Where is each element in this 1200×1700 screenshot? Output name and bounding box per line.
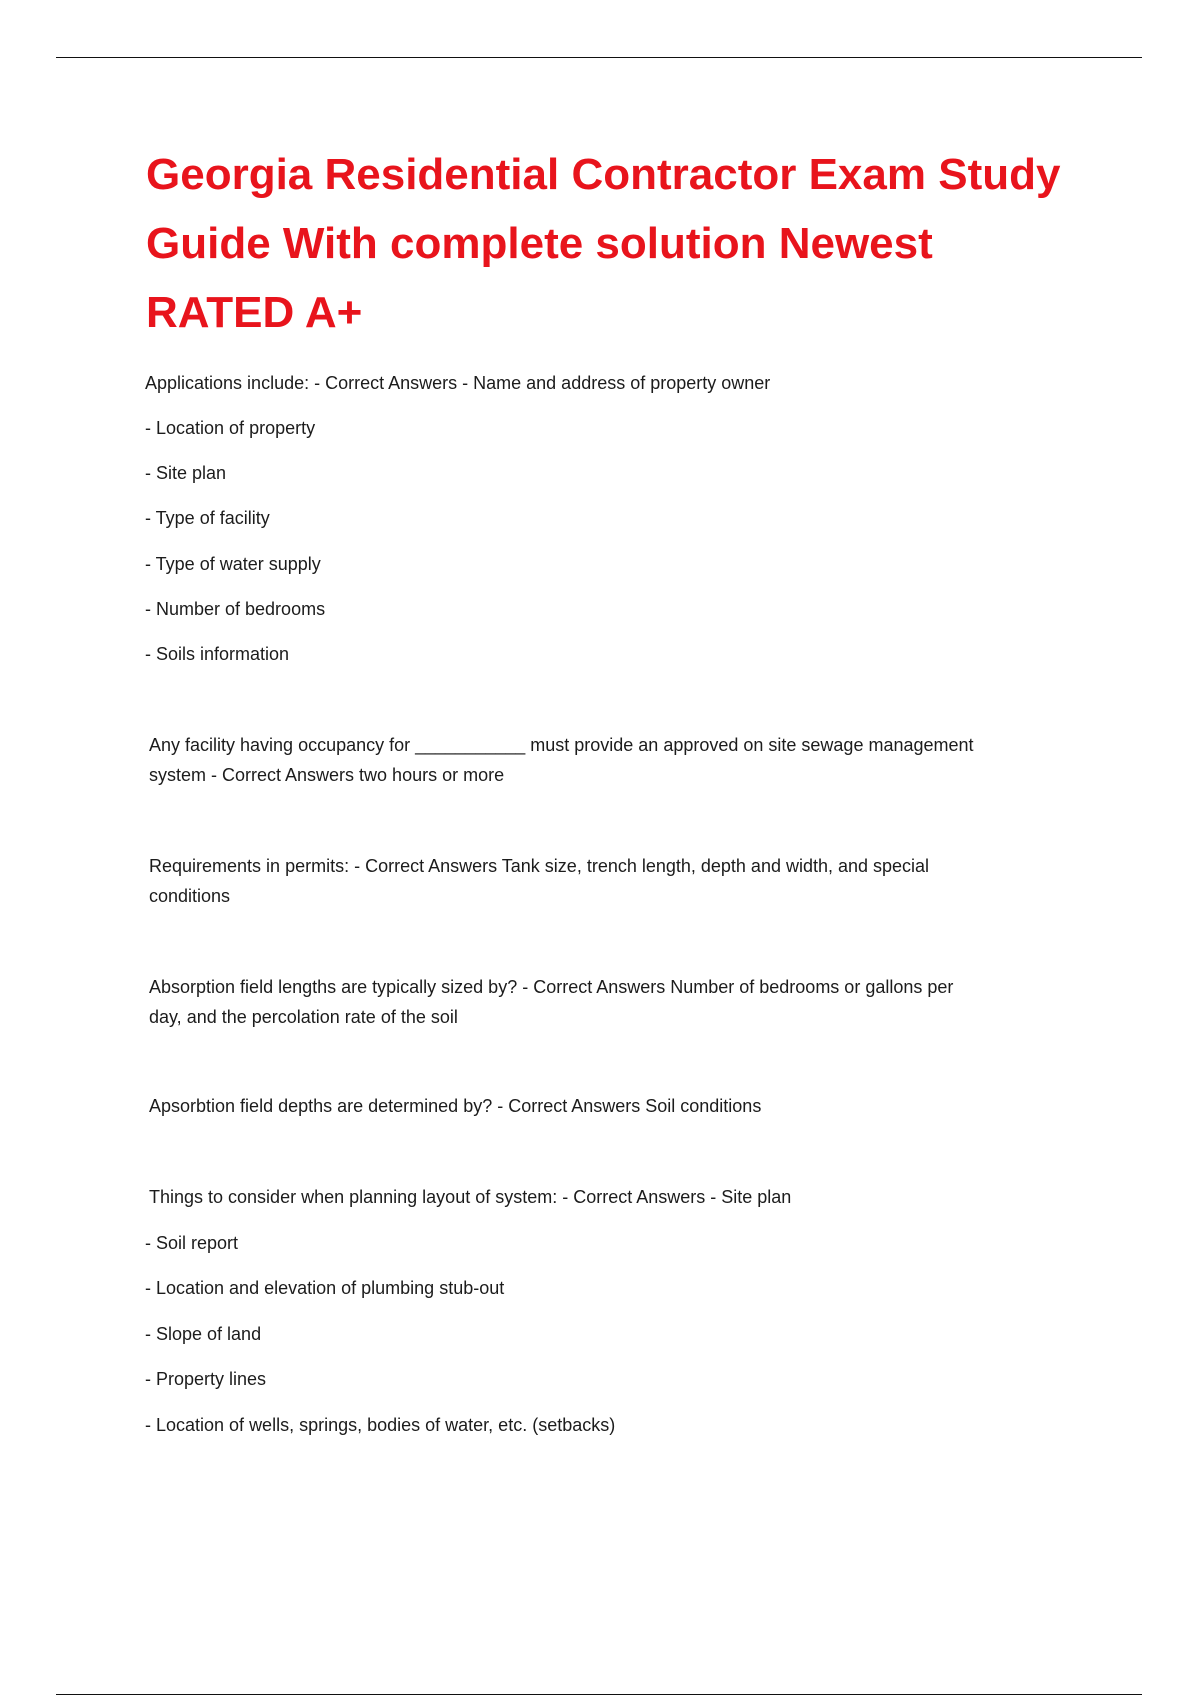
list-item: - Soil report bbox=[145, 1233, 239, 1253]
title-line: RATED A+ bbox=[146, 288, 363, 337]
top-rule bbox=[56, 57, 1142, 58]
question-line: conditions bbox=[149, 886, 231, 906]
question-line: day, and the percolation rate of the soil bbox=[149, 1007, 458, 1027]
list-item: - Soils information bbox=[145, 644, 290, 664]
question-line: Requirements in permits: - Correct Answers Tank size, trench length, depth and width, and special bbox=[149, 856, 930, 876]
document-title bbox=[146, 140, 1106, 347]
question-absorption-lengths bbox=[149, 972, 1069, 1032]
question-line: system - Correct Answers two hours or more bbox=[149, 765, 505, 785]
question-absorption-depths: Apsorbtion field depths are determined by? - Correct Answers Soil conditions bbox=[149, 1096, 762, 1116]
question-line: Any facility having occupancy for ___________ must provide an approved on site sewage management bbox=[149, 735, 974, 755]
list-item: - Type of water supply bbox=[145, 554, 321, 574]
title-line: Guide With complete solution Newest bbox=[146, 219, 933, 268]
question-layout: Things to consider when planning layout of system: - Correct Answers - Site plan bbox=[149, 1187, 792, 1207]
list-item: - Location and elevation of plumbing stub-out bbox=[145, 1278, 505, 1298]
title-line: Georgia Residential Contractor Exam Study bbox=[146, 150, 1061, 199]
bottom-rule bbox=[56, 1694, 1142, 1695]
list-item: - Location of wells, springs, bodies of water, etc. (setbacks) bbox=[145, 1415, 616, 1435]
list-item: - Number of bedrooms bbox=[145, 599, 326, 619]
list-item: - Slope of land bbox=[145, 1324, 262, 1344]
list-item: - Property lines bbox=[145, 1369, 267, 1389]
question-line: Absorption field lengths are typically sized by? - Correct Answers Number of bedrooms or gallons per bbox=[149, 977, 954, 997]
list-item: - Site plan bbox=[145, 463, 227, 483]
question-occupancy bbox=[149, 730, 1069, 790]
question-permits bbox=[149, 851, 1069, 911]
list-item: - Type of facility bbox=[145, 508, 270, 528]
question-applications: Applications include: - Correct Answers - Name and address of property owner bbox=[145, 373, 771, 393]
list-item: - Location of property bbox=[145, 418, 316, 438]
